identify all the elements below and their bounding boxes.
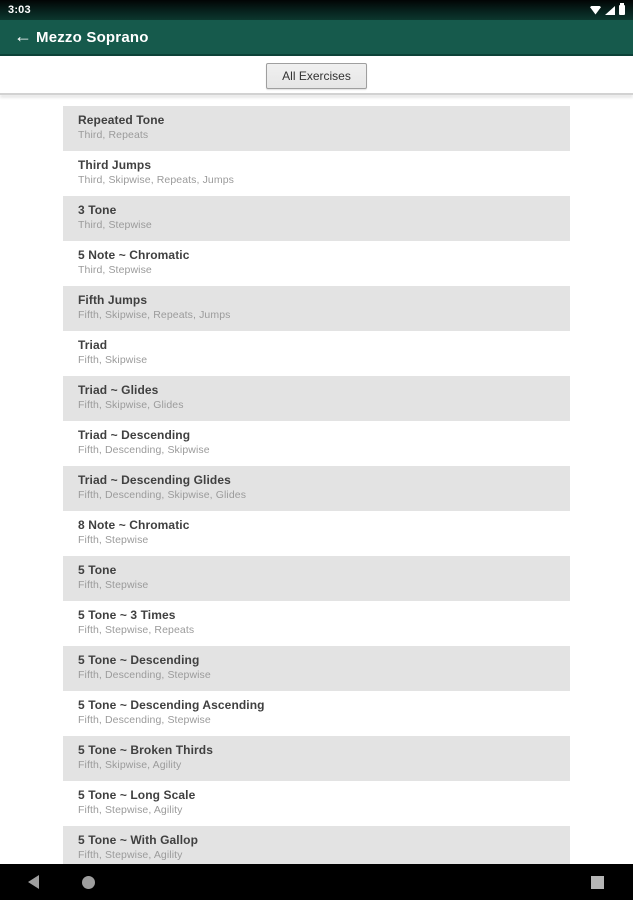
- exercise-row[interactable]: [63, 106, 570, 151]
- exercise-row[interactable]: [63, 556, 570, 601]
- exercise-row[interactable]: [63, 421, 570, 466]
- exercise-title: 5 Note ~ Chromatic: [78, 248, 190, 262]
- exercise-tags: Fifth, Stepwise: [78, 579, 149, 591]
- exercise-tags: Fifth, Descending, Stepwise: [78, 714, 211, 726]
- exercise-title: 5 Tone ~ Descending: [78, 653, 200, 667]
- exercise-tags: Fifth, Descending, Stepwise: [78, 669, 211, 681]
- exercise-row[interactable]: [63, 466, 570, 511]
- status-icons: [590, 5, 627, 15]
- exercise-row[interactable]: [63, 781, 570, 826]
- exercise-tags: Fifth, Stepwise, Repeats: [78, 624, 195, 636]
- exercise-tags: Fifth, Skipwise, Repeats, Jumps: [78, 309, 231, 321]
- exercise-tags: Third, Stepwise: [78, 264, 152, 276]
- exercise-title: 5 Tone ~ Long Scale: [78, 788, 196, 802]
- exercise-tags: Fifth, Descending, Skipwise, Glides: [78, 489, 247, 501]
- exercise-tags: Fifth, Skipwise, Agility: [78, 759, 182, 771]
- exercise-title: 5 Tone ~ With Gallop: [78, 833, 199, 847]
- all-exercises-button[interactable]: All Exercises: [266, 63, 367, 89]
- status-time: 3:03: [8, 4, 31, 16]
- exercise-list: [63, 95, 570, 864]
- status-bar: [0, 0, 633, 20]
- exercise-tags: Fifth, Stepwise, Agility: [78, 804, 183, 816]
- battery-icon: [619, 5, 625, 15]
- exercise-title: 3 Tone: [78, 203, 117, 217]
- content-area: [0, 95, 633, 864]
- android-nav-bar: [0, 864, 633, 900]
- exercise-tags: Third, Skipwise, Repeats, Jumps: [78, 174, 234, 186]
- exercise-title: Triad ~ Descending: [78, 428, 191, 442]
- exercise-title: Triad: [78, 338, 108, 352]
- exercise-row[interactable]: [63, 196, 570, 241]
- exercise-row[interactable]: [63, 241, 570, 286]
- header-band: [0, 56, 633, 93]
- exercise-tags: Third, Stepwise: [78, 219, 152, 231]
- exercise-row[interactable]: [63, 376, 570, 421]
- exercise-title: Triad ~ Glides: [78, 383, 159, 397]
- exercise-row[interactable]: [63, 736, 570, 781]
- exercise-title: Triad ~ Descending Glides: [78, 473, 231, 487]
- cell-signal-icon: [605, 6, 615, 15]
- exercise-title: Fifth Jumps: [78, 293, 148, 307]
- exercise-title: 5 Tone ~ 3 Times: [78, 608, 176, 622]
- exercise-row[interactable]: [63, 511, 570, 556]
- exercise-title: Repeated Tone: [78, 113, 165, 127]
- exercise-title: 5 Tone ~ Broken Thirds: [78, 743, 214, 757]
- exercise-row[interactable]: [63, 826, 570, 864]
- exercise-title: 5 Tone ~ Descending Ascending: [78, 698, 265, 712]
- exercise-row[interactable]: [63, 286, 570, 331]
- exercise-row[interactable]: [63, 151, 570, 196]
- exercise-title: Third Jumps: [78, 158, 152, 172]
- exercise-tags: Fifth, Stepwise, Agility: [78, 849, 183, 861]
- nav-back-icon[interactable]: [21, 870, 45, 894]
- back-arrow-icon[interactable]: ←: [14, 26, 32, 46]
- exercise-tags: Fifth, Skipwise, Glides: [78, 399, 184, 411]
- exercise-tags: Fifth, Stepwise: [78, 534, 149, 546]
- exercise-row[interactable]: [63, 691, 570, 736]
- app-bar: [0, 20, 633, 56]
- nav-home-icon[interactable]: [76, 870, 100, 894]
- exercise-tags: Fifth, Skipwise: [78, 354, 148, 366]
- nav-recents-icon[interactable]: [585, 870, 609, 894]
- header-divider: [0, 93, 633, 95]
- wifi-icon: [590, 6, 601, 15]
- exercise-title: 8 Note ~ Chromatic: [78, 518, 190, 532]
- exercise-row[interactable]: [63, 331, 570, 376]
- exercise-row[interactable]: [63, 646, 570, 691]
- exercise-tags: Third, Repeats: [78, 129, 149, 141]
- exercise-row[interactable]: [63, 601, 570, 646]
- exercise-tags: Fifth, Descending, Skipwise: [78, 444, 210, 456]
- page-title: Mezzo Soprano: [36, 28, 149, 46]
- exercise-title: 5 Tone: [78, 563, 117, 577]
